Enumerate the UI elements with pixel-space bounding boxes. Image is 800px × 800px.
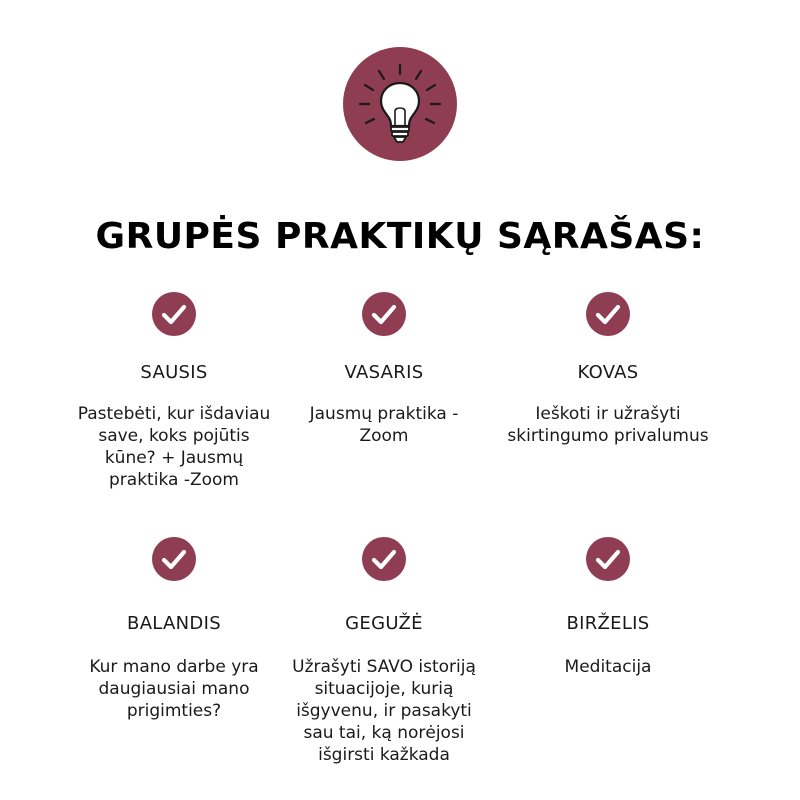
- page-title: GRUPĖS PRAKTIKŲ SĄRAŠAS:: [95, 216, 705, 257]
- lightbulb-badge: [343, 47, 457, 161]
- month-card-kovas: [493, 292, 723, 447]
- month-description: Kur mano darbe yra daugiausiai mano prigimties?: [89, 657, 259, 721]
- month-card-sausis: [59, 292, 289, 491]
- lightbulb-icon: [343, 47, 457, 161]
- checkmark-icon: [152, 292, 196, 336]
- month-name: GEGUŽĖ: [345, 613, 423, 634]
- month-description: Ieškoti ir užrašyti skirtingumo privalumus: [507, 404, 709, 446]
- month-name: VASARIS: [344, 362, 424, 383]
- checkmark-icon: [152, 537, 196, 581]
- month-card-geguze: [269, 537, 499, 766]
- month-card-vasaris: [269, 292, 499, 447]
- month-description: Užrašyti SAVO istoriją situacijoje, kurią išgyvenu, ir pasakyti sau tai, ką norėjosi išgirsti kažkada: [292, 657, 476, 765]
- month-card-balandis: [59, 537, 289, 722]
- checkmark-icon: [362, 537, 406, 581]
- month-name: BIRŽELIS: [566, 613, 650, 634]
- checkmark-icon: [586, 292, 630, 336]
- checkmark-icon: [362, 292, 406, 336]
- month-card-birzelis: [493, 537, 723, 678]
- month-name: KOVAS: [577, 362, 639, 383]
- month-description: Pastebėti, kur išdaviau save, koks pojūtis kūne? + Jausmų praktika -Zoom: [77, 404, 271, 490]
- month-name: SAUSIS: [140, 362, 208, 383]
- month-name: BALANDIS: [127, 613, 221, 634]
- checkmark-icon: [586, 537, 630, 581]
- month-description: Jausmų praktika - Zoom: [309, 404, 459, 446]
- month-description: Meditacija: [564, 657, 652, 677]
